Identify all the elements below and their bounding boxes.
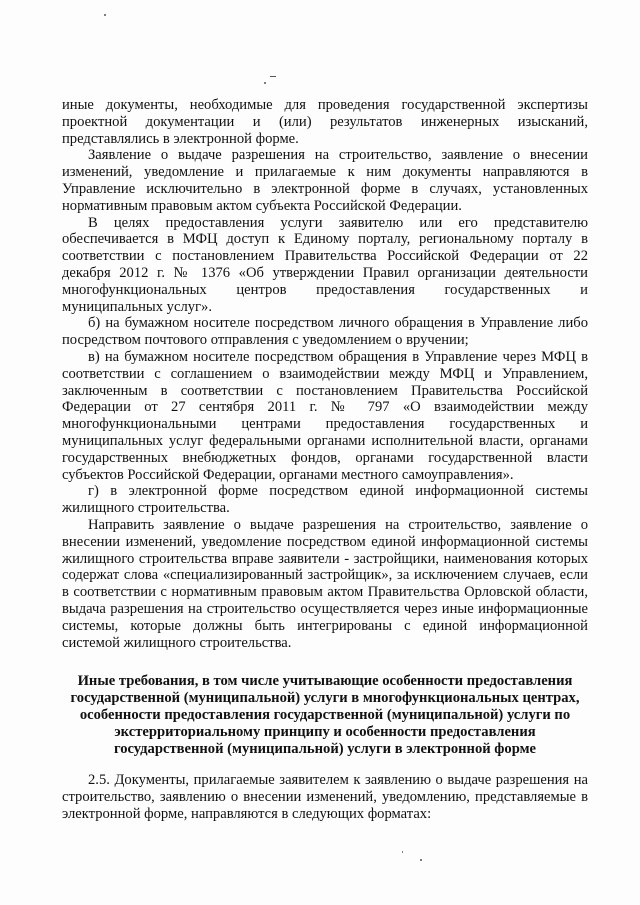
- paragraph: иные документы, необходимые для проведения государственной экспертизы проектной документации и (или) результатов инженерных изысканий, представлялись в электронной форме.: [62, 97, 588, 147]
- paragraph: В целях предоставления услуги заявителю или его представителю обеспечивается в МФЦ доступ к Единому порталу, региональному порталу в соответствии с постановлением Правительства Российской Федерации от 22 декабря 2012 г. № 1376 «Об утверждении Правил организации деятельности многофункциональных центров предоставления государственных и муниципальных услуг».: [62, 214, 588, 315]
- body-text: [62, 97, 588, 651]
- paragraph: г) в электронной форме посредством единой информационной системы жилищного строительства.: [62, 483, 588, 517]
- paragraph: Направить заявление о выдаче разрешения на строительство, заявление о внесении изменений, уведомление посредством единой информационной системы жилищного строительства вправе заявители - застройщики, наименования которых содержат слова «специализированный застройщик», за исключением случаев, если в соответствии с нормативным правовым актом Правительства Орловской области, выдача разрешения на строительство осуществляется через иные информационные системы, которые должны быть интегрированы с единой информационной системой жилищного строительства.: [62, 516, 588, 651]
- paragraph: б) на бумажном носителе посредством личного обращения в Управление либо посредством почтового отправления с уведомлением о вручении;: [62, 315, 588, 349]
- scan-speck: [264, 82, 266, 84]
- scan-speck: [420, 859, 422, 861]
- paragraph: в) на бумажном носителе посредством обращения в Управление через МФЦ в соответствии с соглашением о взаимодействии между МФЦ и Управлением, заключенным в соответствии с постановлением Правительства Российской Федерации от 27 сентября 2011 г. № 797 «О взаимодействии между многофункциональными центрами предоставления государственных и муниципальных услуг федеральными органами исполнительной власти, органами государственных внебюджетных фондов, органами государственной власти субъектов Российской Федерации, органами местного самоуправления».: [62, 348, 588, 483]
- section-heading: Иные требования, в том числе учитывающие особенности предоставления государственной (муниципальной) услуги в многофункциональных центрах, особенности предоставления государственной (муниципальной) услуги по экстерриториальному принципу и особенности предоставления государственной (муниципальной) услуги в электронной форме: [70, 673, 580, 757]
- paragraph: Заявление о выдаче разрешения на строительство, заявление о внесении изменений, уведомление и прилагаемые к ним документы направляются в Управление исключительно в электронной форме в случаях, установленных нормативным правовым актом субъекта Российской Федерации.: [62, 147, 588, 214]
- scan-speck: [402, 851, 403, 853]
- paragraph: 2.5. Документы, прилагаемые заявителем к заявлению о выдаче разрешения на строительство, заявлению о внесении изменений, уведомлению, представляемые в электронной форме, направляются в следующих форматах:: [62, 772, 588, 822]
- section-text: [62, 772, 588, 822]
- scan-speck: [270, 76, 276, 77]
- scan-speck: [104, 14, 106, 16]
